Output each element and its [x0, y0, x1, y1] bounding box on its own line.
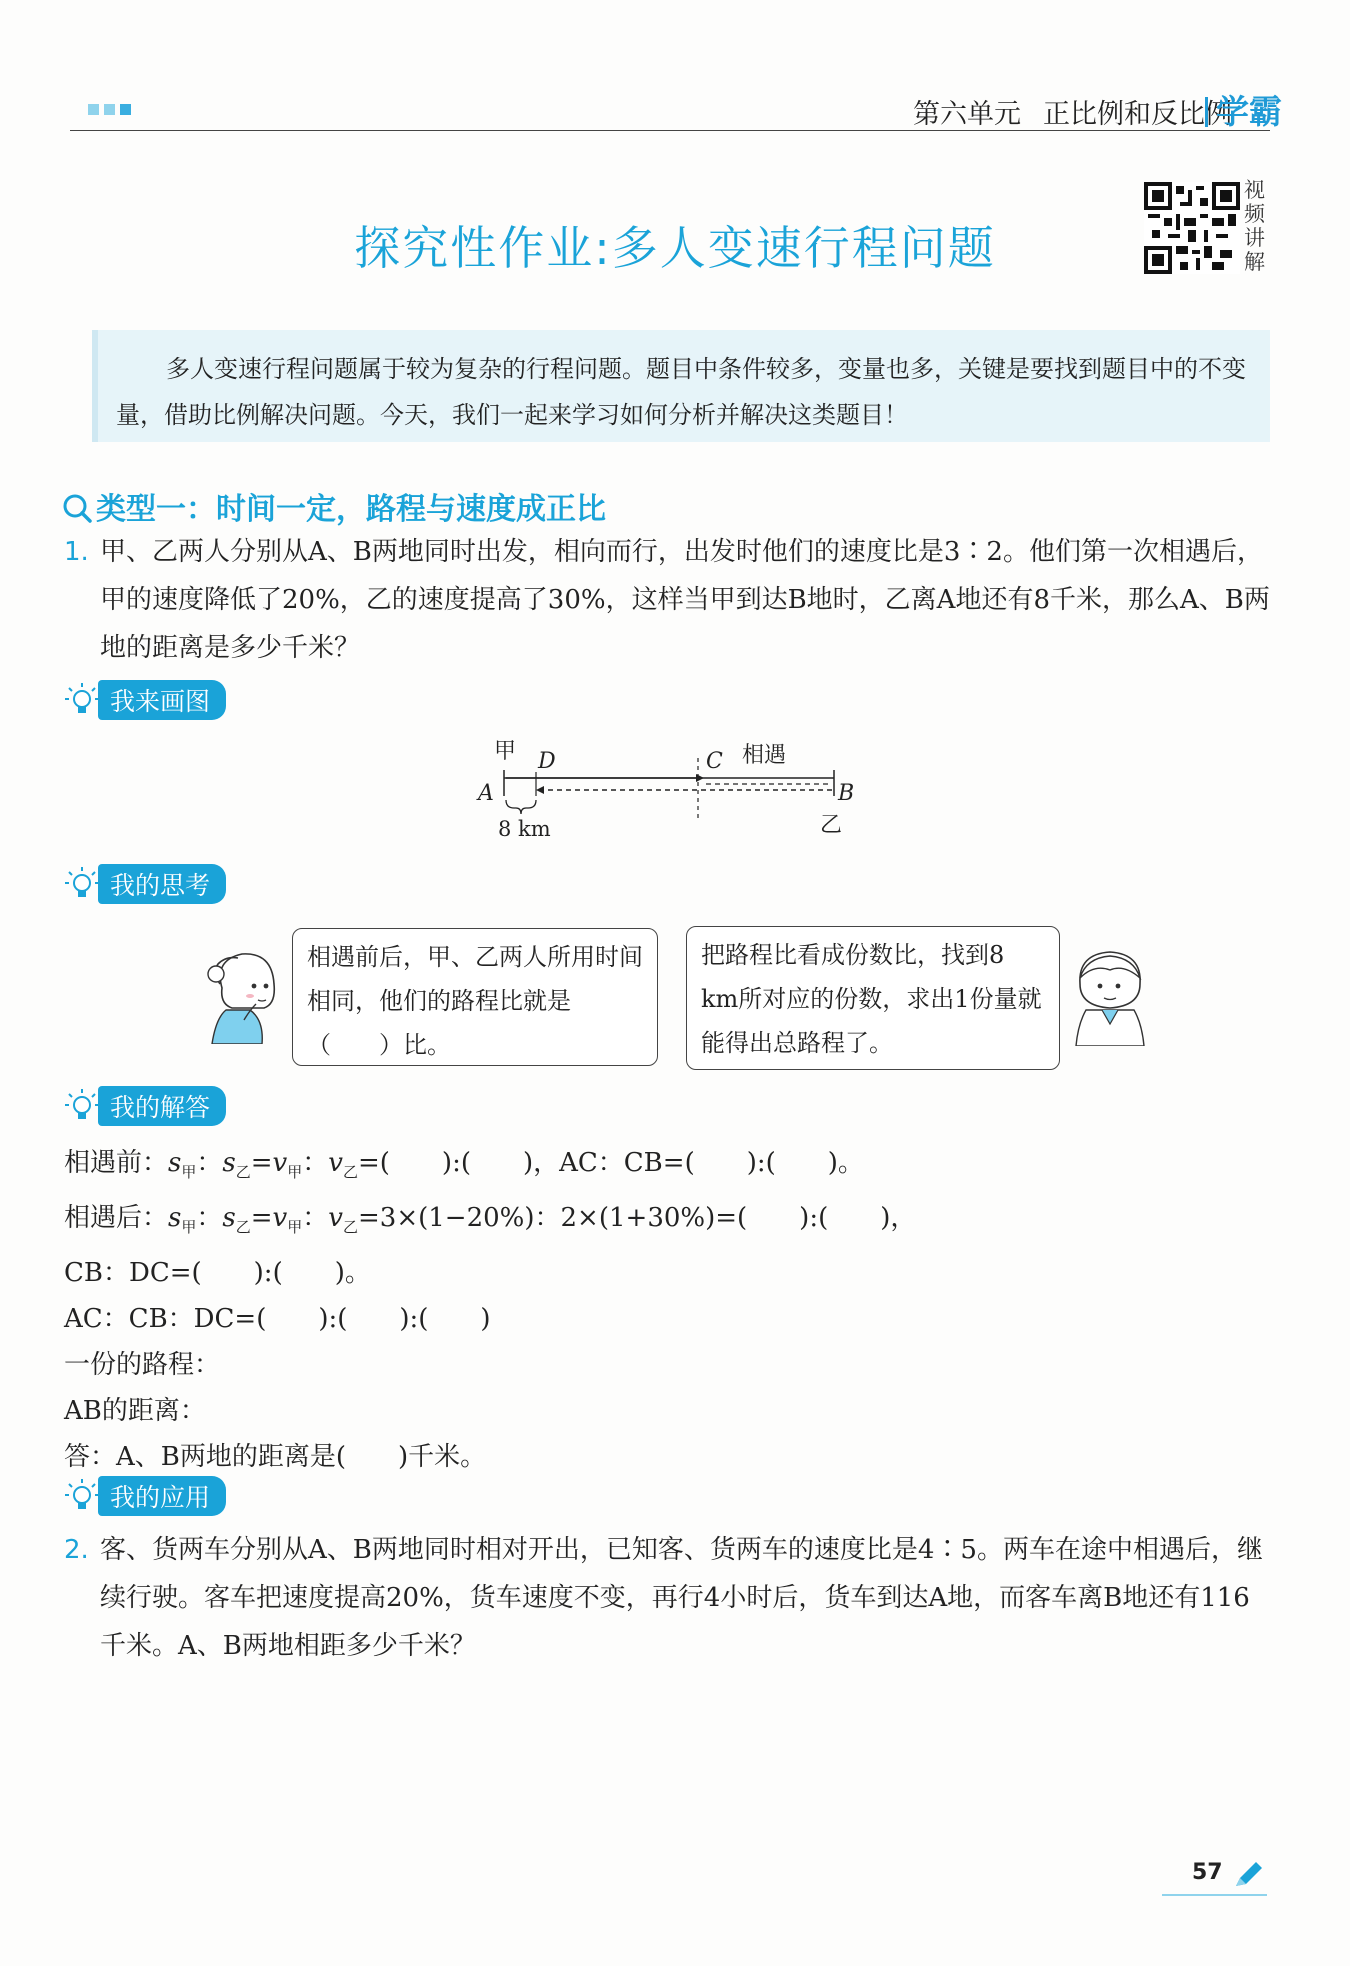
solution-line-5: 一份的路程： — [64, 1350, 221, 1381]
qr-code-icon[interactable] — [1144, 182, 1240, 274]
bubble-text: 相遇前后，甲、乙两人所用时间相同，他们的路程比就是（ ）比。 — [307, 943, 643, 1059]
question-2 — [64, 1526, 1270, 1670]
pencil-icon — [1232, 1860, 1266, 1890]
tag-label: 我来画图 — [98, 680, 226, 720]
type-heading — [62, 484, 606, 528]
brand-logo: 学霸 — [1205, 86, 1282, 133]
intro-text: 多人变速行程问题属于较为复杂的行程问题。题目中条件较多，变量也多，关键是要找到题目中的不变量，借助比例解决问题。今天，我们一起来学习如何分析并解决这类题目！ — [116, 355, 1246, 429]
brace-8km — [506, 800, 536, 814]
speech-bubble-boy — [686, 926, 1060, 1070]
type-heading-text: 类型一：时间一定，路程与速度成正比 — [96, 492, 606, 527]
speech-bubble-girl — [292, 928, 658, 1066]
yi-arrowhead — [536, 786, 544, 794]
magnifier-icon — [62, 493, 92, 523]
label-b: B — [838, 781, 855, 806]
solution-line-3: CB：DC=( ):( )。 — [64, 1258, 371, 1289]
qr-video-label: 视频讲解 — [1244, 178, 1265, 274]
solution-block — [64, 1140, 1264, 1480]
tag-label: 我的应用 — [98, 1476, 226, 1516]
tag-label: 我的思考 — [98, 864, 226, 904]
tag-answer — [64, 1088, 226, 1124]
intro-box — [92, 330, 1270, 442]
unit-label: 第六单元 — [913, 99, 1021, 130]
page-number-underline — [1162, 1894, 1267, 1896]
girl-illustration — [192, 944, 296, 1044]
header-chapter — [891, 92, 1232, 131]
distance-diagram — [470, 736, 870, 852]
solution-line-1: 相遇前：$s_甲$：$s_乙=v_甲$：$v_乙=$( ):( )，AC：CB=( ):( )。 — [64, 1148, 864, 1182]
lightbulb-icon — [64, 1088, 100, 1124]
page-number: 57 — [1192, 1860, 1223, 1885]
solution-line-4: AC：CB：DC=( ):( ):( ) — [64, 1304, 491, 1335]
label-yi: 乙 — [820, 813, 843, 838]
label-jia: 甲 — [494, 739, 517, 764]
bubble-text: 把路程比看成份数比，找到8 km所对应的份数，求出1份量就能得出总路程了。 — [701, 941, 1042, 1057]
tag-draw — [64, 682, 226, 718]
page-title: 探究性作业:多人变速行程问题 — [354, 221, 996, 275]
label-8km: 8 km — [498, 817, 551, 841]
solution-line-6: AB的距离： — [64, 1396, 206, 1427]
header-divider — [70, 130, 1270, 131]
label-c: C — [706, 749, 723, 774]
question-text: 甲、乙两人分别从A、B两地同时出发，相向而行，出发时他们的速度比是3∶2。他们第一次相遇后，甲的速度降低了20%，乙的速度提高了30%，这样当甲到达B地时，乙离A地还有8千米，那么A、B两地的距离是多少千米？ — [100, 537, 1270, 663]
chapter-label: 正比例和反比例 — [1043, 99, 1232, 130]
solution-line-7: 答：A、B两地的距离是( )千米。 — [64, 1442, 487, 1473]
label-a: A — [478, 781, 494, 806]
question-number: 2. — [64, 1535, 89, 1565]
solution-line-2: 相遇后：$s_甲$：$s_乙=v_甲$：$v_乙=3\times(1-20\%)$：2×(1+30%)=( ):( )， — [64, 1203, 917, 1237]
question-number: 1. — [64, 537, 89, 567]
label-d: D — [538, 749, 556, 774]
jia-arrowhead — [696, 774, 704, 782]
lightbulb-icon — [64, 682, 100, 718]
tag-apply — [64, 1478, 226, 1514]
tag-label: 我的解答 — [98, 1086, 226, 1126]
question-text: 客、货两车分别从A、B两地同时相对开出，已知客、货两车的速度比是4∶5。两车在途中相遇后，继续行驶。客车把速度提高20%，货车速度不变，再行4小时后，货车到达A地，而客车离B地还有116千米。A、B两地相距多少千米？ — [100, 1535, 1263, 1661]
header-decoration — [88, 104, 131, 115]
lightbulb-icon — [64, 866, 100, 902]
question-1 — [64, 528, 1270, 672]
label-meet: 相遇 — [742, 743, 787, 768]
lightbulb-icon — [64, 1478, 100, 1514]
boy-illustration — [1064, 944, 1156, 1046]
tag-think — [64, 866, 226, 902]
